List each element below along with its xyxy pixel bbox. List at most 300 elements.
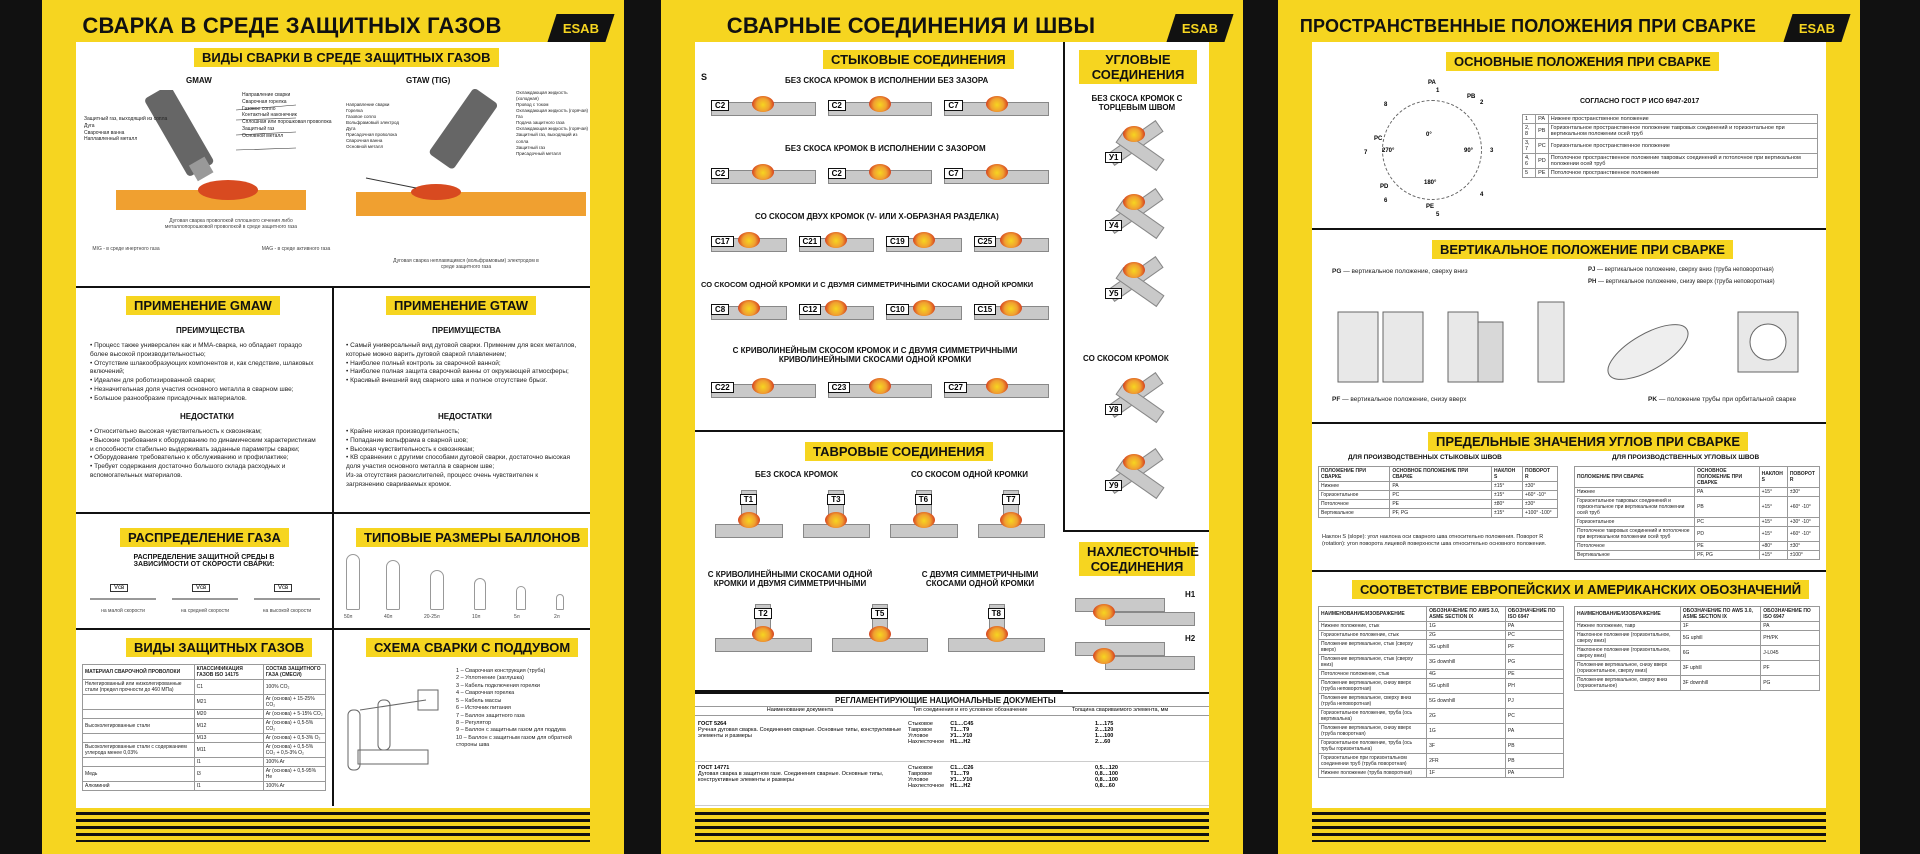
plate	[1105, 612, 1195, 626]
corner-diagram	[1095, 118, 1175, 174]
ph-legend: PH — вертикальное положение, снизу вверх (труба неповоротная)	[1588, 279, 1775, 285]
table-row	[83, 767, 326, 782]
divider	[332, 630, 334, 806]
table-cell: Положение вертикальное, сверху вниз (горизонтальное)	[1575, 676, 1681, 691]
table-cell: 3F uphill	[1680, 661, 1760, 676]
joint-code: С2	[711, 168, 729, 179]
document-types-cell	[905, 718, 1035, 761]
joint-code: С7	[944, 100, 962, 111]
table-cell: Потолочное положение, стык	[1319, 670, 1427, 679]
table-cell: PJ	[1505, 694, 1563, 709]
table-cell: +60° -10°	[1787, 497, 1819, 518]
gas-types-heading: ВИДЫ ЗАЩИТНЫХ ГАЗОВ	[126, 638, 312, 657]
lap-joints-section	[1065, 532, 1209, 692]
table-cell: PC	[1505, 709, 1563, 724]
dial-label: 90°	[1464, 148, 1474, 154]
table-cell: Горизонтальное положение, стык	[1319, 631, 1427, 640]
table-row	[1319, 640, 1564, 655]
corner-group-bevel: СО СКОСОМ КРОМОК	[1083, 354, 1169, 363]
joint-code: Т7	[1002, 494, 1019, 505]
designation-heading: СООТВЕТСТВИЕ ЕВРОПЕЙСКИХ И АМЕРИКАНСКИХ ОБОЗНАЧЕНИЙ	[1352, 580, 1809, 599]
weld-bead	[913, 512, 935, 528]
tee-diagram	[978, 486, 1046, 542]
table-cell: Нижнее пространственное положение	[1548, 115, 1817, 124]
plate	[1075, 598, 1165, 612]
backing-gas-heading: СХЕМА СВАРКИ С ПОДДУВОМ	[366, 638, 578, 657]
basic-positions-heading: ОСНОВНЫЕ ПОЛОЖЕНИЯ ПРИ СВАРКЕ	[1446, 52, 1719, 71]
gmaw-parts-right: Направление сварки Сварочная горелка Газовое сопло Контактный наконечник Сплошная или порошковая проволока Защитный газ Основной металл	[242, 92, 332, 139]
table-row	[1523, 139, 1818, 154]
thickness-range: 1....175	[1095, 721, 1114, 727]
dial-label: 180°	[1424, 180, 1437, 186]
thickness-range: 1....100	[1095, 733, 1114, 739]
tee-row	[705, 486, 1055, 546]
table-cell: +30° -10°	[1787, 518, 1819, 527]
poster-title: СВАРНЫЕ СОЕДИНЕНИЯ И ШВЫ	[726, 13, 1096, 38]
footer-stripes	[1312, 812, 1826, 842]
butt-row	[705, 90, 1055, 130]
lap-diagram	[1075, 590, 1205, 630]
joint-code-range: У1....У10	[950, 777, 973, 783]
distribution-diagrams	[90, 580, 320, 614]
table-cell: Положение вертикальное, снизу вверх (горизонтальное, сверху вниз)	[1575, 661, 1681, 676]
backing-gas-scheme	[338, 670, 448, 800]
table-cell: +15°	[1759, 518, 1787, 527]
joint-diagram	[828, 94, 933, 124]
document-description: Дуговая сварка в защитном газе. Соединения сварные. Основные типы, конструктивные элементы и размеры	[698, 771, 884, 783]
gas-types-table: МАТЕРИАЛ СВАРОЧНОЙ ПРОВОЛОКИ КЛАССИФИКАЦИЯ ГАЗОВ ISO 14175 СОСТАВ ЗАЩИТНОГО ГАЗА (СМЕСИ) Нелегированный или низколегированные стали (предел прочности до 460 МПа) С1 100% CO₂ М21 Ar (основа) + 15-25% CO₂ М20 Ar (основа) + 5-15% CO₂ Высоколегированные стали М12 Ar (основа) + 0,5-5% CO₂ М13 Ar (основа) + 0,5-3% O₂ Высоколегированные стали с содержанием углерода менее 0,03% М11 Ar (основа) + 0,5-5% CO₂ + 0,5-3% O₂ I1 100% Ar Медь I3 Ar (основа) + 0,5-95% He Алюминий I1 100% Ar	[82, 664, 326, 791]
table-cell: Ar (основа) + 0,5-5% CO₂	[263, 719, 325, 734]
weld-bead	[1123, 262, 1145, 278]
joint-code: Н2	[1185, 634, 1196, 643]
joint-code: Т6	[915, 494, 932, 505]
distribution-item: Vсв на средней скорости	[172, 580, 238, 614]
table-row	[83, 758, 326, 767]
table-cell: PH	[1505, 679, 1563, 694]
table-cell: I1	[194, 758, 263, 767]
table-cell: ±15°	[1492, 491, 1523, 500]
table-cell: ±30°	[1522, 482, 1557, 491]
dial-label: PB	[1467, 94, 1476, 100]
weld-bead	[1123, 194, 1145, 210]
gas-distribution-section	[76, 514, 590, 630]
document-name: ГОСТ 5264	[698, 721, 727, 727]
gmaw-disadvantages-label: НЕДОСТАТКИ	[180, 412, 234, 421]
basic-positions-section	[1312, 42, 1826, 230]
weld-bead	[1093, 648, 1115, 664]
table-row	[83, 680, 326, 695]
cylinder	[346, 554, 360, 610]
butt-row	[705, 158, 1055, 198]
joint-diagram	[711, 94, 816, 124]
joint-code: С21	[799, 236, 822, 247]
table-row	[1575, 661, 1820, 676]
table-cell: Положение вертикальное, снизу вверх (труба неповоротная)	[1319, 679, 1427, 694]
table-cell: PE	[1505, 670, 1563, 679]
table-cell: 4, 6	[1523, 154, 1536, 169]
table-row	[1575, 542, 1820, 551]
table-cell: I3	[194, 767, 263, 782]
table-cell: Ar (основа) + 0,5-3% O₂	[263, 734, 325, 743]
joint-code: Т3	[827, 494, 844, 505]
butt-heading: СТЫКОВЫЕ СОЕДИНЕНИЯ	[823, 50, 1014, 69]
tee-diagram	[715, 600, 812, 656]
table-row	[1575, 676, 1820, 691]
gmaw-parts-left: Защитный газ, выходящий из сопла Дуга Сварочная ванна Наплавленный металл	[84, 116, 168, 143]
table-cell: Высоколегированные стали	[83, 719, 195, 734]
dial-label: PD	[1380, 184, 1389, 190]
table-cell: +15°	[1759, 527, 1787, 542]
cylinder	[556, 594, 564, 610]
weld-bead	[738, 512, 760, 528]
table-cell: Ar (основа) + 0,5-95% He	[263, 767, 325, 782]
gtaw-advantages-list: • Самый универсальный вид дуговой сварки. Применим для всех металлов, которые можно варить дуговой сваркой плавлением; • Наиболее полный контроль за сварочной ванной; • Наиболее полная защита сварочной ванны от окружающей атмосферы; • Красивый внешний вид сварного шва и полное отсутствие брызг.	[346, 342, 577, 385]
joint-code: У4	[1105, 220, 1122, 231]
joint-code: Т5	[871, 608, 888, 619]
joint-diagram	[944, 94, 1049, 124]
butt-joints-section	[695, 42, 1063, 432]
dial-label: PA	[1428, 80, 1436, 86]
dial-label: 7	[1364, 150, 1368, 156]
table-row	[1523, 124, 1818, 139]
table-row	[83, 695, 326, 710]
table-cell: Ar (основа) + 5-15% CO₂	[263, 710, 325, 719]
cylinder	[386, 560, 400, 610]
codes-col	[950, 721, 973, 758]
pj-legend: PJ — вертикальное положение, сверху вниз (труба неповоротная)	[1588, 267, 1774, 273]
table-cell: Ar (основа) + 0,5-5% CO₂ + 0,5-3% O₂	[263, 743, 325, 758]
table-cell: PG	[1505, 655, 1563, 670]
weld-bead	[869, 164, 891, 180]
fillet-welds-label: ДЛЯ ПРОИЗВОДСТВЕННЫХ УГЛОВЫХ ШВОВ	[1612, 454, 1760, 461]
document-thickness-cell	[1035, 762, 1205, 805]
table-cell: Горизонтальное пространственное положение тавровых соединений и горизонтальное при вертикальном положении осей труб	[1548, 124, 1817, 139]
joint-code: С10	[886, 304, 909, 315]
table-cell: +100° -100°	[1522, 509, 1557, 518]
positions-table	[1522, 114, 1818, 178]
weld-bead	[869, 378, 891, 394]
joint-diagram	[711, 230, 787, 260]
dial-label: 6	[1384, 198, 1388, 204]
table-cell: PD	[1536, 154, 1549, 169]
joint-code-range: Н1....Н2	[950, 783, 971, 789]
mig-label: MIG - в среде инертного газа	[92, 246, 160, 252]
table-row	[1319, 679, 1564, 694]
corner-heading: УГЛОВЫЕ СОЕДИНЕНИЯ	[1079, 50, 1197, 84]
standard-label: СОГЛАСНО ГОСТ Р ИСО 6947-2017	[1580, 98, 1700, 105]
table-row	[1319, 509, 1558, 518]
table-cell: Вертикальное	[1575, 551, 1695, 560]
table-cell: PF	[1505, 640, 1563, 655]
table-row	[1319, 622, 1564, 631]
distribution-title: РАСПРЕДЕЛЕНИЕ ЗАЩИТНОЙ СРЕДЫ В ЗАВИСИМОСТИ ОТ СКОРОСТИ СВАРКИ:	[133, 554, 275, 568]
table-cell: ±15°	[1492, 509, 1523, 518]
table-cell: PF, PG	[1695, 551, 1760, 560]
joint-code: У9	[1105, 480, 1122, 491]
poster-body	[695, 42, 1209, 808]
group-single-bevel: СО СКОСОМ ОДНОЙ КРОМКИ И С ДВУМЯ СИММЕТРИЧНЫМИ СКОСАМИ ОДНОЙ КРОМКИ	[701, 280, 1034, 289]
joint-code-range: Т1....Т9	[950, 727, 970, 733]
gtaw-label: GTAW (TIG)	[406, 76, 451, 85]
joint-code: Н1	[1185, 590, 1196, 599]
weld-bead	[869, 626, 891, 642]
documents-rows	[695, 718, 1209, 806]
table-cell: 100% CO₂	[263, 680, 325, 695]
joint-code: У1	[1105, 152, 1122, 163]
table-row	[83, 710, 326, 719]
thickness-range: 2....120	[1095, 727, 1114, 733]
document-name: ГОСТ 14771	[698, 765, 730, 771]
table-cell: М12	[194, 719, 263, 734]
welding-types-section	[76, 42, 590, 288]
designation-table-right: НАИМЕНОВАНИЕ/ИЗОБРАЖЕНИЕ ОБОЗНАЧЕНИЕ ПО AWS 3.0, ASME SECTION IX ОБОЗНАЧЕНИЕ ПО ISO 6947 Нижнее положение, тавр 1F PA Наклонное положение (горизонтальное, сверху вниз) 5G uphill PH/PK Наклонное положение (горизонтальное, сверху вниз) 6G J-L045 Положение вертикальное, снизу вверх (горизонтальное, сверху вниз) 3F uphill PF Положение вертикальное, сверху вниз (горизонтальное) 3F downhill PG	[1574, 606, 1820, 691]
joint-code-range: Н1....Н2	[950, 739, 971, 745]
joint-diagram	[799, 230, 875, 260]
table-cell: +15°	[1759, 551, 1787, 560]
table-row	[1319, 769, 1564, 778]
joint-code: С27	[944, 382, 967, 393]
corner-diagrams	[1065, 118, 1209, 318]
documents-header: Наименование документа Тип соединения и его условное обозначение Толщина свариваемого элемента, мм	[695, 706, 1209, 716]
joint-diagram	[828, 376, 933, 406]
joint-code: С15	[974, 304, 997, 315]
table-row	[1575, 527, 1820, 542]
documents-section	[695, 694, 1209, 808]
butt-row	[705, 226, 1055, 266]
table-row	[1575, 497, 1820, 518]
joint-code: Т8	[988, 608, 1005, 619]
gtaw-disadvantages-label: НЕДОСТАТКИ	[438, 412, 492, 421]
dial-label: 270°	[1382, 148, 1395, 154]
weld-bead	[1123, 378, 1145, 394]
table-cell: 4G	[1427, 670, 1506, 679]
table-row	[1575, 622, 1820, 631]
table-cell: Потолочное пространственное положение тавровых соединений и потолочное при вертикальном положении осей труб	[1548, 154, 1817, 169]
joint-code: У5	[1105, 288, 1122, 299]
pf-legend: PF — вертикальное положение, снизу вверх	[1332, 396, 1467, 403]
table-cell: PA	[1761, 622, 1820, 631]
table-cell: 5	[1523, 169, 1536, 178]
table-cell: М20	[194, 710, 263, 719]
table-cell: 1	[1523, 115, 1536, 124]
table-cell: 2, 8	[1523, 124, 1536, 139]
joint-code: С2	[711, 100, 729, 111]
table-cell: +15°	[1759, 497, 1787, 518]
gas-distribution-heading: РАСПРЕДЕЛЕНИЕ ГАЗА	[120, 528, 289, 547]
table-cell: ±80°	[1492, 500, 1523, 509]
tee-group-two-symmetric: С ДВУМЯ СИММЕТРИЧНЫМИ СКОСАМИ ОДНОЙ КРОМКИ	[921, 570, 1039, 588]
tee-heading: ТАВРОВЫЕ СОЕДИНЕНИЯ	[805, 442, 993, 461]
fillet-angle-table: ПОЛОЖЕНИЕ ПРИ СВАРКЕ ОСНОВНОЕ ПОЛОЖЕНИЕ ПРИ СВАРКЕ НАКЛОН S ПОВОРОТ R Нижнее PA +15° ±30° Горизонтальное тавровых соединений и горизонтальное при вертикальном положении осей труб PB +15° +60° -10° Горизонтальное PC +15° +30° -10° Потолочное тавровых соединений и потолочное при вертикальном положении осей труб PD +15° +60° -10° Потолочное PE +80° ±30° Вертикальное PF, PG +15° ±100°	[1574, 466, 1820, 560]
table-cell: Наклонное положение (горизонтальное, сверху вниз)	[1575, 646, 1681, 661]
gtaw-parts-right: Охлаждающая жидкость (холодная) Провод с током Охлаждающая жидкость (горячая) Газ Подача защитного газа Охлаждающая жидкость (горячая) Защитный газ, выходящий из сопла Защитный газ Присадочный металл	[516, 90, 589, 156]
table-cell: PH/PK	[1761, 631, 1820, 646]
table-row	[1319, 739, 1564, 754]
weld-bead	[1093, 604, 1115, 620]
table-cell: 1G	[1427, 622, 1506, 631]
joint-type: Тавровое	[908, 771, 933, 777]
table-row	[1575, 488, 1820, 497]
joint-code: У8	[1105, 404, 1122, 415]
weld-bead	[738, 232, 760, 248]
table-cell: М11	[194, 743, 263, 758]
joint-code: С22	[711, 382, 734, 393]
cylinder-sizes-heading: ТИПОВЫЕ РАЗМЕРЫ БАЛЛОНОВ	[356, 528, 588, 547]
corner-diagrams-2	[1065, 368, 1209, 528]
table-cell	[83, 695, 195, 710]
document-row	[695, 762, 1209, 806]
joint-diagram	[711, 162, 816, 192]
table-cell: Медь	[83, 767, 195, 782]
table-row	[1523, 154, 1818, 169]
weld-bead	[738, 300, 760, 316]
table-cell: 3F	[1427, 739, 1506, 754]
joint-code-range: С1....С45	[950, 721, 974, 727]
table-cell: 2G	[1427, 631, 1506, 640]
table-cell: PC	[1536, 139, 1549, 154]
poster-body	[76, 42, 590, 808]
table-cell: PA	[1390, 482, 1492, 491]
dial-label: 4	[1480, 192, 1484, 198]
tee-diagram	[832, 600, 929, 656]
table-cell: Вертикальное	[1319, 509, 1390, 518]
types-col	[908, 721, 944, 758]
table-cell: PG	[1761, 676, 1820, 691]
joint-code-range: Т1....Т9	[950, 771, 970, 777]
table-row	[1575, 631, 1820, 646]
table-cell: PF, PG	[1390, 509, 1492, 518]
footer-stripes	[695, 812, 1209, 842]
document-types-cell	[905, 762, 1035, 805]
tee-diagram	[803, 486, 871, 542]
butt-row	[705, 294, 1055, 334]
joint-diagram	[974, 230, 1050, 260]
table-cell: Ar (основа) + 15-25% CO₂	[263, 695, 325, 710]
documents-heading: РЕГЛАМЕНТИРУЮЩИЕ НАЦИОНАЛЬНЫЕ ДОКУМЕНТЫ	[835, 696, 1056, 705]
divider	[332, 288, 334, 512]
cylinder	[474, 578, 486, 610]
table-cell: PB	[1536, 124, 1549, 139]
table-cell: PA	[1536, 115, 1549, 124]
codes-col	[950, 765, 973, 802]
table-cell: ±15°	[1492, 482, 1523, 491]
table-cell: Нижнее	[1319, 482, 1390, 491]
joint-diagram	[711, 376, 816, 406]
tee-diagram	[948, 600, 1045, 656]
table-cell: Нижнее положение (труба поворотная)	[1319, 769, 1427, 778]
dial-label: 8	[1384, 102, 1388, 108]
joint-diagram	[944, 376, 1049, 406]
table-cell: М21	[194, 695, 263, 710]
designation-table-left: НАИМЕНОВАНИЕ/ИЗОБРАЖЕНИЕ ОБОЗНАЧЕНИЕ ПО AWS 3.0, ASME SECTION IX ОБОЗНАЧЕНИЕ ПО ISO 6947 Нижнее положение, стык 1G PA Горизонтальное положение, стык 2G PC Положение вертикальное, стык (сверху вверх) 3G uphill PF Положение вертикальное, стык (сверху вниз) 3G downhill PG Потолочное положение, стык 4G PE Положение вертикальное, снизу вверх (труба неповоротная) 5G uphill PH Положение вертикальное, сверху вниз (труба неповоротная) 5G downhill PJ Горизонтальное положение, труба (ось вертикальна) 2G PC Положение вертикальное, снизу вверх (труба поворотная) 1G PA Горизонтальное положение, труба (ось трубы горизонтальна) 3F PB Горизонтальное при горизонтальном соединении труб (труба поворотная) 2FR PB Нижнее положение (труба поворотная) 1F PA	[1318, 606, 1564, 778]
joint-diagram	[886, 298, 962, 328]
poster-weld-joints	[661, 0, 1243, 854]
position-dial-labels	[1362, 80, 1502, 220]
table-cell	[83, 710, 195, 719]
table-cell: Горизонтальное	[1575, 518, 1695, 527]
joint-code: С25	[974, 236, 997, 247]
gtaw-parts-left: Направление сварки Горелка Газовое сопло Вольфрамовый электрод Дуга Присадочная проволока Сварочная ванна Основной металл	[346, 102, 400, 150]
table-cell: ±30°	[1787, 488, 1819, 497]
joint-code: С2	[828, 168, 846, 179]
joint-type: Угловое	[908, 777, 929, 783]
gmaw-label: GMAW	[186, 76, 212, 85]
plate	[1105, 656, 1195, 670]
application-section	[76, 288, 590, 514]
document-name-cell	[695, 718, 905, 761]
table-row	[83, 734, 326, 743]
table-cell: Нижнее положение, тавр	[1575, 622, 1681, 631]
divider	[332, 514, 334, 628]
gas-types-section	[76, 630, 590, 808]
table-cell: PB	[1695, 497, 1760, 518]
joint-type: Стыковое	[908, 721, 933, 727]
gmaw-caption: Дуговая сварка проволокой сплошного сечения либо металлопорошковой проволокой в среде защитного газа	[164, 218, 298, 230]
table-cell: +80°	[1759, 542, 1787, 551]
thickness-range: 0,8....100	[1095, 777, 1118, 783]
table-row	[1575, 551, 1820, 560]
table-cell: ±30°	[1787, 542, 1819, 551]
table-row	[1319, 491, 1558, 500]
group-two-bevel: СО СКОСОМ ДВУХ КРОМОК (V- ИЛИ X-ОБРАЗНАЯ РАЗДЕЛКА)	[755, 212, 999, 221]
group-no-bevel-no-gap: БЕЗ СКОСА КРОМОК В ИСПОЛНЕНИИ БЕЗ ЗАЗОРА	[785, 76, 989, 85]
table-cell: Высоколегированные стали с содержанием углерода менее 0,03%	[83, 743, 195, 758]
lap-heading: НАХЛЕСТОЧНЫЕ СОЕДИНЕНИЯ	[1079, 542, 1195, 576]
table-cell: Потолочное тавровых соединений и потолочное при вертикальном положении осей труб	[1575, 527, 1695, 542]
lap-diagrams	[1075, 590, 1205, 690]
table-row	[1523, 169, 1818, 178]
table-cell: 3G uphill	[1427, 640, 1506, 655]
corner-diagram	[1095, 254, 1175, 310]
table-cell: Горизонтальное положение, труба (ось вертикальна)	[1319, 709, 1427, 724]
table-cell: Потолочное	[1575, 542, 1695, 551]
table-cell: PA	[1505, 769, 1563, 778]
table-cell: +60° -10°	[1787, 527, 1819, 542]
gtaw-advantages-label: ПРЕИМУЩЕСТВА	[432, 326, 501, 335]
table-cell: Нелегированный или низколегированные стали (предел прочности до 460 МПа)	[83, 680, 195, 695]
table-cell: PE	[1536, 169, 1549, 178]
table-row	[1319, 631, 1564, 640]
table-cell: Наклонное положение (горизонтальное, сверху вниз)	[1575, 631, 1681, 646]
table-cell: PA	[1505, 724, 1563, 739]
table-row	[1319, 694, 1564, 709]
vertical-position-section	[1312, 230, 1826, 424]
table-cell: PD	[1695, 527, 1760, 542]
scheme-legend: 1 – Сварочная конструкция (труба) 2 – Уплотнение (заглушка) 3 – Кабель подключения горелки 4 – Сварочная горелка 5 – Кабель массы 6 – Источник питания 7 – Баллон защитного газа 8 – Регулятор 9 – Баллон с защитным газом для поддува 10 – Баллон с защитным газом для обратной стороны шва	[456, 668, 572, 749]
joint-diagram	[828, 162, 933, 192]
joint-diagram	[799, 298, 875, 328]
joint-code: С2	[828, 100, 846, 111]
corner-group-end: БЕЗ СКОСА КРОМОК С ТОРЦЕВЫМ ШВОМ	[1091, 94, 1183, 112]
table-cell: PC	[1390, 491, 1492, 500]
table-row	[1319, 500, 1558, 509]
joint-diagram	[974, 298, 1050, 328]
table-cell: 1F	[1680, 622, 1760, 631]
table-cell: +60° -10°	[1522, 491, 1557, 500]
table-cell: 5G uphill	[1680, 631, 1760, 646]
table-cell: М13	[194, 734, 263, 743]
table-cell: С1	[194, 680, 263, 695]
tee-diagram	[715, 486, 783, 542]
table-cell: 3G downhill	[1427, 655, 1506, 670]
table-cell: 5G uphill	[1427, 679, 1506, 694]
dial-label: 2	[1480, 100, 1484, 106]
cylinders-diagram: 50л 40л 20-25л 10л 5л 2л	[346, 554, 582, 620]
table-cell: PC	[1505, 631, 1563, 640]
gtaw-caption: Дуговая сварка неплавящимся (вольфрамовым) электродом в среде защитного газа	[393, 258, 539, 270]
joint-code: Т1	[740, 494, 757, 505]
gmaw-application-heading: ПРИМЕНЕНИЕ GMAW	[126, 296, 280, 315]
